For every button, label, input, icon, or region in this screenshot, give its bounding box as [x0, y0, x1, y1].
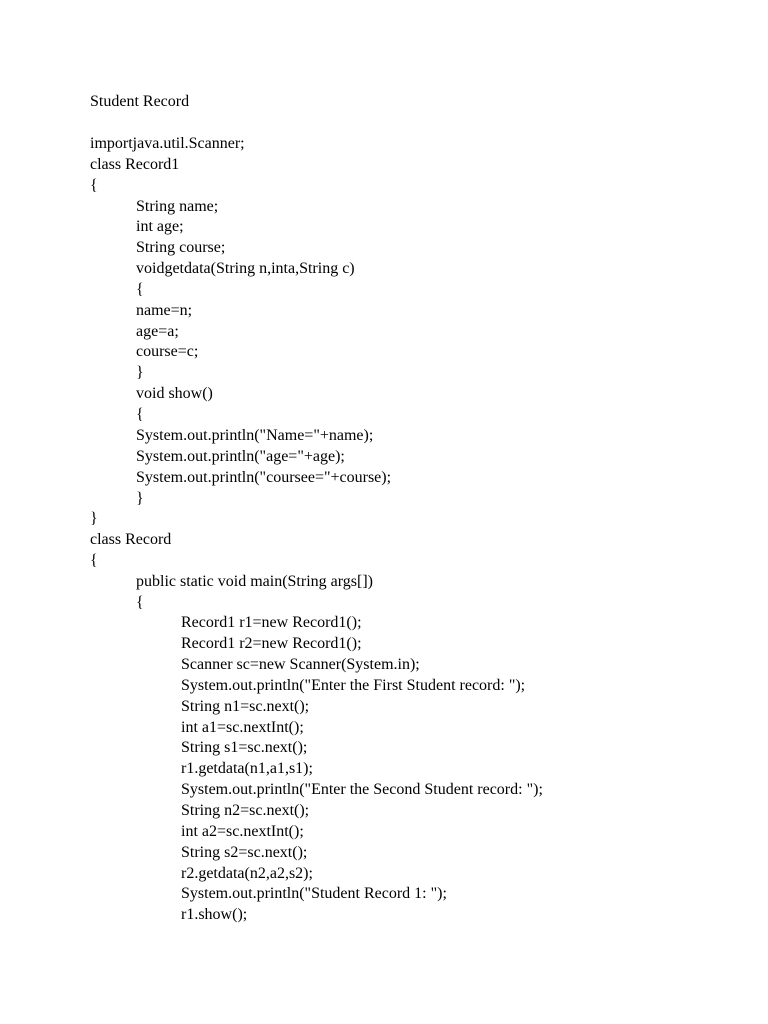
code-line: String n2=sc.next();: [181, 802, 310, 819]
code-line: System.out.println("age="+age);: [136, 448, 345, 465]
code-line: System.out.println("Student Record 1: ");: [181, 885, 447, 902]
code-line: course=c;: [136, 343, 199, 360]
code-line: age=a;: [136, 323, 179, 340]
code-line: class Record: [90, 531, 172, 548]
code-line: int age;: [136, 218, 184, 235]
code-line: System.out.println("coursee="+course);: [136, 469, 392, 486]
code-line: Record1 r1=new Record1();: [181, 614, 362, 631]
code-line: String s1=sc.next();: [181, 739, 308, 756]
code-line: int a1=sc.nextInt();: [181, 719, 304, 736]
code-line: voidgetdata(String n,inta,String c): [136, 260, 355, 277]
document-title: Student Record: [90, 93, 190, 110]
code-line: String course;: [136, 239, 226, 256]
code-line: {: [136, 594, 144, 611]
code-line: System.out.println("Enter the First Student record: ");: [181, 677, 526, 694]
code-line: {: [90, 177, 98, 194]
code-line: r1.getdata(n1,a1,s1);: [181, 760, 313, 777]
code-line: String n1=sc.next();: [181, 698, 310, 715]
code-line: {: [136, 406, 144, 423]
code-line: {: [90, 552, 98, 569]
code-line: void show(): [136, 385, 213, 402]
code-line: System.out.println("Enter the Second Student record: ");: [181, 781, 543, 798]
code-line: class Record1: [90, 156, 180, 173]
code-line: {: [136, 281, 144, 298]
code-line: }: [136, 364, 144, 381]
code-line: name=n;: [136, 302, 193, 319]
code-line: String s2=sc.next();: [181, 844, 308, 861]
code-line: Record1 r2=new Record1();: [181, 635, 362, 652]
code-line: Scanner sc=new Scanner(System.in);: [181, 656, 420, 673]
code-line: System.out.println("Name="+name);: [136, 427, 374, 444]
code-line: r1.show();: [181, 906, 248, 923]
code-line: importjava.util.Scanner;: [90, 135, 245, 152]
code-line: int a2=sc.nextInt();: [181, 823, 304, 840]
code-line: }: [136, 490, 144, 507]
code-line: public static void main(String args[]): [136, 573, 373, 590]
code-line: r2.getdata(n2,a2,s2);: [181, 865, 313, 882]
code-line: String name;: [136, 198, 219, 215]
code-line: }: [90, 510, 98, 527]
